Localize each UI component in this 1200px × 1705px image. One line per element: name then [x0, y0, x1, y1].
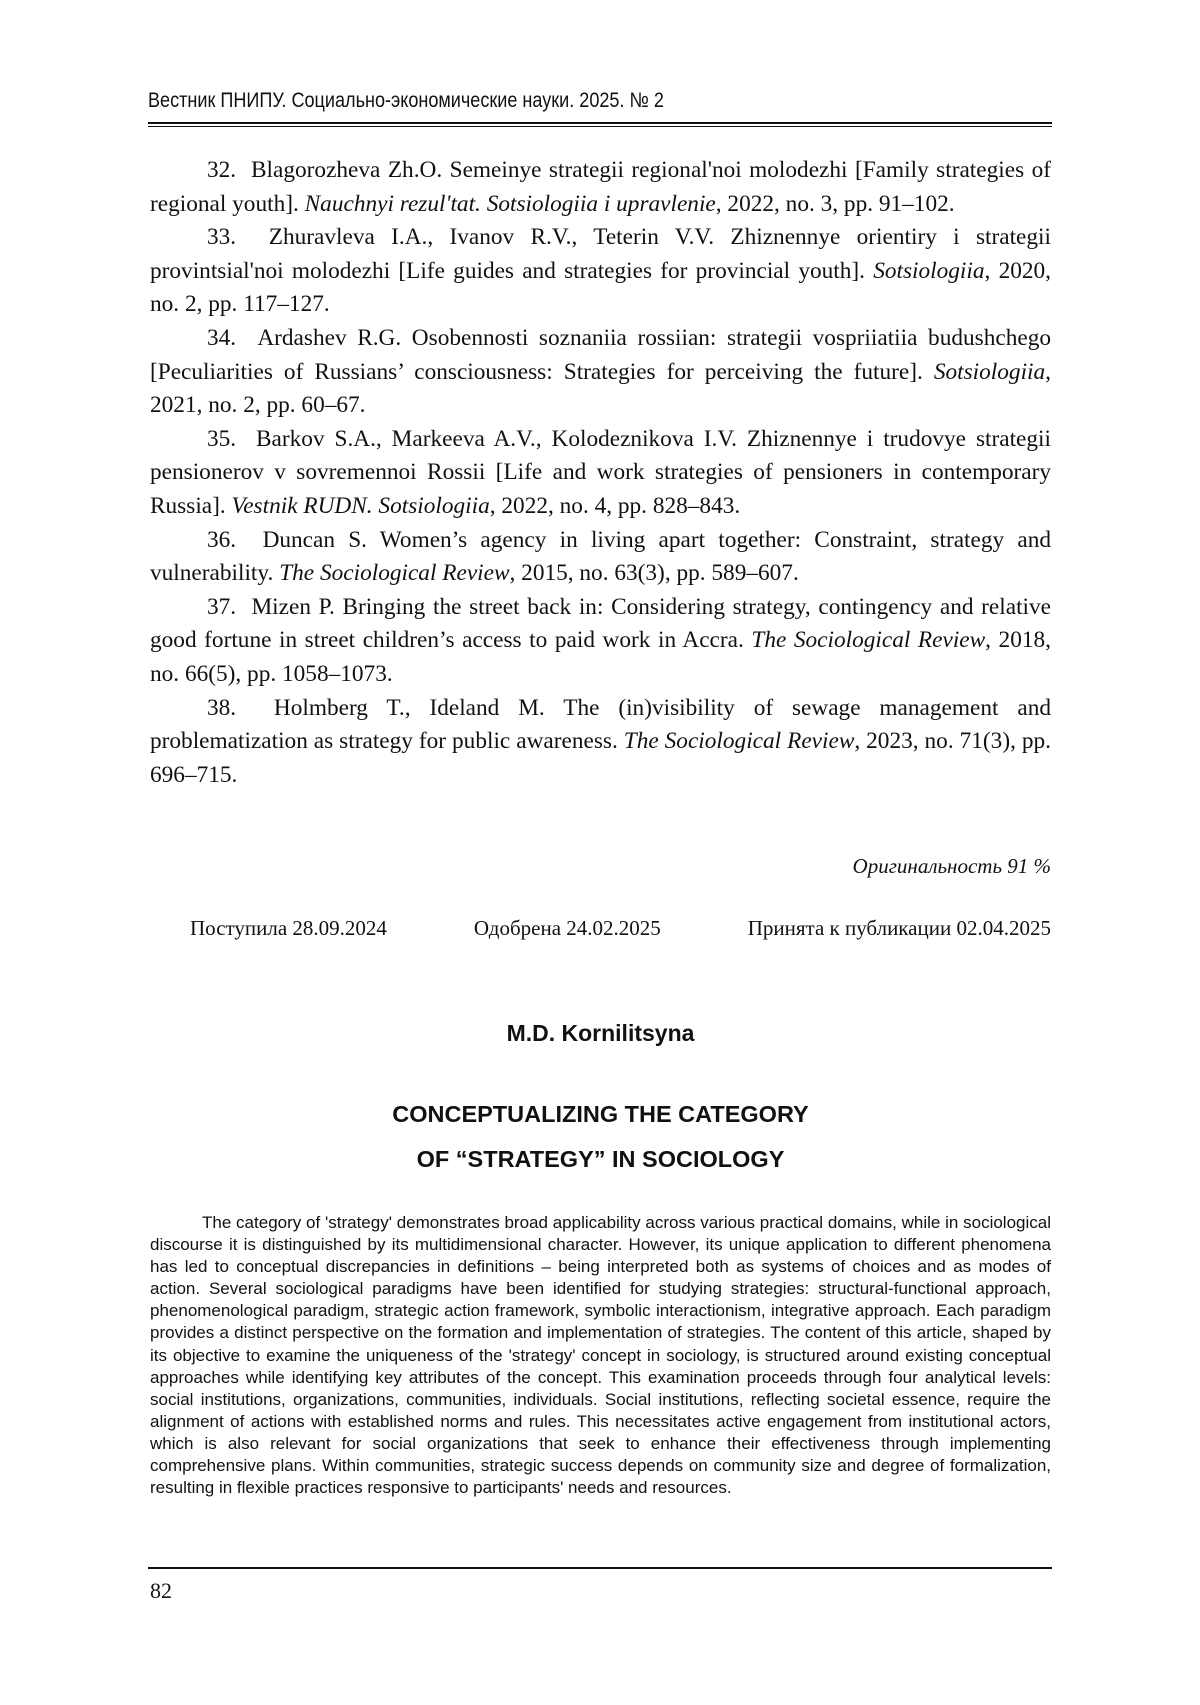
reference-text: Barkov S.A., Markeeva A.V., Kolodeznikova I.V. Zhiznennye i trudovye strategii pensionerov v sovremennoi Rossii [Life and work strategies of pensioners in contemporary Russia]. — [150, 425, 1051, 519]
reference-journal: The Sociological Review — [751, 627, 986, 654]
reference-journal: Nauchnyi rezul'tat. Sotsiologiia i upravlenie — [304, 190, 716, 217]
reference-details: , 2020, no. 2, pp. 117–127. — [150, 257, 1051, 318]
reference-details: , 2022, no. 4, pp. 828–843. — [489, 492, 741, 519]
reference-text: Zhuravleva I.A., Ivanov R.V., Teterin V.V. Zhiznennye orientiry i strategii provintsial'noi molodezhi [Life guides and strategies for provincial youth]. — [150, 224, 1051, 284]
reference-journal: The Sociological Review — [279, 560, 510, 587]
reference-item — [150, 692, 1051, 793]
reference-text: Blagorozheva Zh.O. Semeinye strategii regional'noi molodezhi [Family strategies of regional youth]. — [150, 157, 1051, 217]
reference-details: , 2022, no. 3, pp. 91–102. — [715, 190, 955, 217]
header-rule — [148, 122, 1052, 124]
reference-number: 36. — [207, 526, 237, 553]
reference-number: 33. — [207, 224, 237, 251]
reference-number: 32. — [207, 157, 237, 183]
reference-item — [150, 423, 1051, 524]
header-rule-thin — [148, 126, 1052, 127]
reference-item — [150, 221, 1051, 322]
publication-dates — [190, 916, 1051, 941]
reference-item — [150, 591, 1051, 692]
reference-item — [150, 154, 1051, 221]
reference-number: 37. — [207, 593, 237, 620]
article-title-line: OF “STRATEGY” IN SOCIOLOGY — [416, 1146, 785, 1172]
originality-score: Оригинальность 91 % — [852, 854, 1051, 878]
reference-text: Ardashev R.G. Osobennosti soznaniia rossiian: strategii vospriiatiia budushchego [Peculiarities of Russians’ consciousness: Strategies for perceiving the future]. — [150, 324, 1051, 385]
article-author: M.D. Kornilitsyna — [506, 1020, 695, 1046]
reference-details: , 2018, no. 66(5), pp. 1058–1073. — [150, 627, 1051, 687]
reference-journal: Vestnik RUDN. Sotsiologiia — [231, 492, 490, 519]
reference-journal: Sotsiologiia — [933, 358, 1046, 385]
reference-item — [150, 524, 1051, 591]
reference-text: Duncan S. Women’s agency in living apart together: Constraint, strategy and vulnerability. — [150, 526, 1052, 587]
reference-number: 34. — [207, 324, 237, 351]
reference-number: 35. — [207, 425, 237, 452]
received-date: Поступила 28.09.2024 — [190, 916, 387, 940]
reference-journal: The Sociological Review — [623, 728, 855, 755]
reference-number: 38. — [207, 694, 237, 721]
reference-item — [150, 322, 1051, 423]
reference-details: , 2015, no. 63(3), pp. 589–607. — [509, 560, 799, 587]
reference-text: Mizen P. Bringing the street back in: Considering strategy, contingency and relative good fortune in street children’s access to paid work in Accra. — [150, 593, 1052, 654]
reference-text: Holmberg T., Ideland M. The (in)visibility of sewage management and problematization as strategy for public awareness. — [150, 694, 1051, 755]
article-title-line: CONCEPTUALIZING THE CATEGORY — [392, 1101, 809, 1127]
running-header: Вестник ПНИПУ. Социально-экономические науки. 2025. № 2 — [148, 89, 664, 112]
article-abstract: The category of 'strategy' demonstrates broad applicability across various practical domains, while in sociological discourse it is distinguished by its multidimensional character. However, its unique application to different phenomena has led to conceptual discrepancies in definitions – being interpreted both as systems of choices and as modes of action. Several sociological paradigms have been identified for studying strategies: structural-functional approach, phenomenological paradigm, strategic action framework, symbolic interactionism, integrative approach. Each paradigm provides a distinct perspective on the formation and implementation of strategies. The content of this article, shaped by its objective to examine the uniqueness of the 'strategy' concept in sociology, is structured around existing conceptual approaches while identifying key attributes of the concept. This examination proceeds through four analytical levels: social institutions, organizations, communities, individuals. Social institutions, reflecting societal essence, require the alignment of actions with established norms and rules. This necessitates active engagement from institutional actors, which is also relevant for social organizations that seek to enhance their effectiveness through implementing comprehensive plans. Within communities, strategic success depends on community size and degree of formalization, resulting in flexible practices responsive to participants' needs and resources. — [150, 1213, 1051, 1498]
reference-details: , 2023, no. 71(3), pp. 696–715. — [150, 728, 1051, 788]
reference-details: , 2021, no. 2, pp. 60–67. — [150, 358, 1051, 419]
page-number: 82 — [150, 1578, 172, 1603]
accepted-date: Принята к публикации 02.04.2025 — [747, 916, 1051, 940]
article-title — [150, 1092, 1051, 1182]
approved-date: Одобрена 24.02.2025 — [473, 916, 661, 940]
footer-rule — [148, 1567, 1052, 1569]
reference-journal: Sotsiologiia — [873, 257, 985, 284]
reference-list — [150, 154, 1051, 792]
